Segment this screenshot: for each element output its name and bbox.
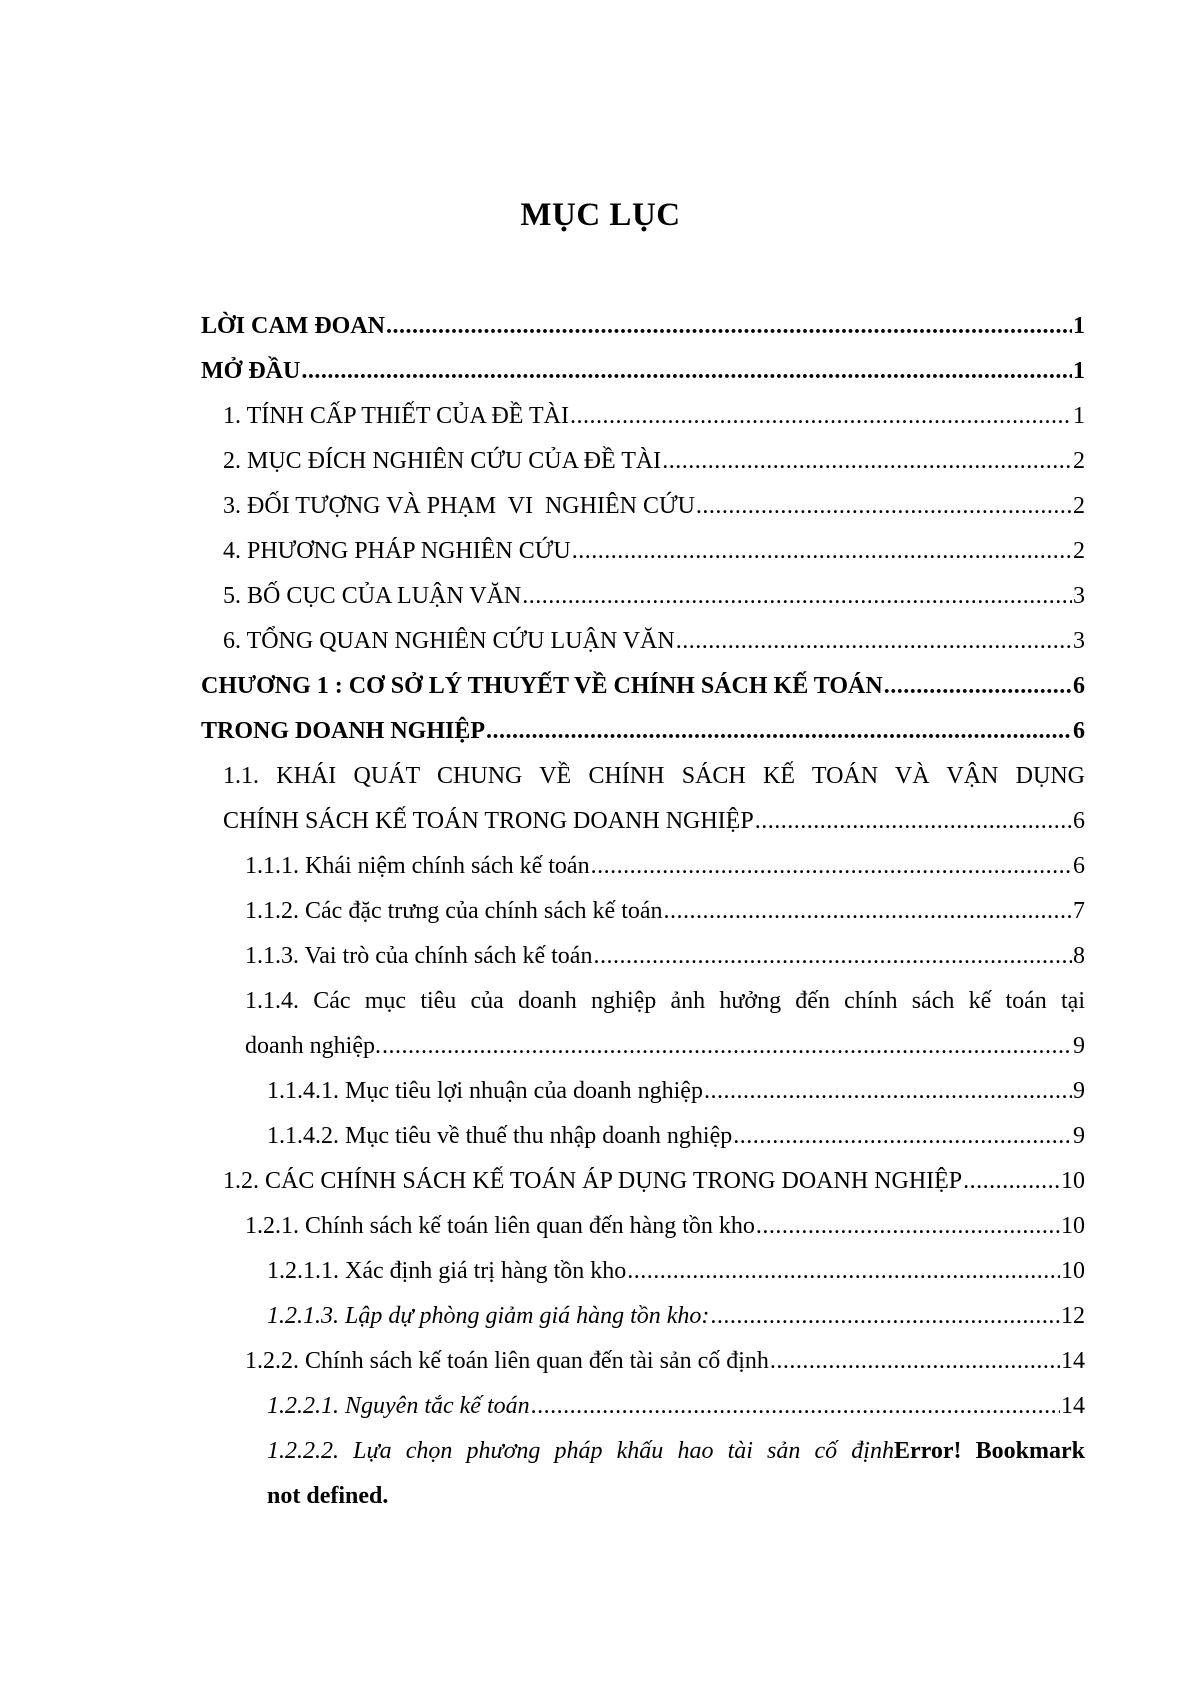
toc-entry-label: 1.2.1.1. Xác định giá trị hàng tồn kho	[267, 1258, 627, 1284]
toc-entry-page: 1	[1073, 358, 1085, 384]
toc-entry-label: 1.2.2.2. Lựa chọn phương pháp khấu hao tài sản cố định	[267, 1438, 894, 1464]
toc-entry-s4[interactable]	[201, 529, 1085, 574]
toc-entry-page: 12	[1061, 1303, 1085, 1329]
toc-entry-page: 2	[1073, 538, 1085, 564]
dot-leader	[664, 889, 1072, 934]
toc-entry-page: 10	[1061, 1258, 1085, 1284]
bookmark-error-text: Error!	[893, 1438, 962, 1464]
toc-entry-s1-2-2[interactable]	[201, 1339, 1085, 1384]
toc-entry-label: doanh nghiệp.	[245, 1033, 381, 1059]
toc-entry-label: 1.1.4.2. Mục tiêu về thuế thu nhập doanh nghiệp	[267, 1123, 733, 1149]
toc-entry-page: 8	[1073, 943, 1085, 969]
toc-entry-s6[interactable]	[201, 619, 1085, 664]
dot-leader	[486, 709, 1072, 754]
toc-entry-s1-2-2-1[interactable]	[201, 1384, 1085, 1429]
dot-leader	[591, 844, 1072, 889]
toc-entry-chapter-1-cont[interactable]	[201, 709, 1085, 754]
toc-entry-s1-1[interactable]	[201, 799, 1085, 844]
toc-entry-page: 3	[1073, 628, 1085, 654]
dot-leader	[382, 1024, 1072, 1069]
toc-entry-page: 2	[1073, 448, 1085, 474]
bookmark-error-text-2: Bookmark	[975, 1438, 1086, 1464]
dot-leader	[733, 1114, 1072, 1159]
toc-entry-s1-1-1[interactable]	[201, 844, 1085, 889]
toc-entry-s2[interactable]	[201, 439, 1085, 484]
toc-entry-page: 9	[1073, 1078, 1085, 1104]
toc-entry-label: 1.2.2.1. Nguyên tắc kế toán	[267, 1393, 530, 1419]
dot-leader	[570, 394, 1072, 439]
toc-entry-page: 10	[1061, 1168, 1085, 1194]
page-title: MỤC LỤC	[520, 197, 681, 233]
toc-entry-label: 1.2.2. Chính sách kế toán liên quan đến tài sản cố định	[245, 1348, 769, 1374]
dot-leader	[662, 439, 1072, 484]
toc-entry-s1-1-4-1[interactable]	[201, 1069, 1085, 1114]
toc-entry-label: 3. ĐỐI TƯỢNG VÀ PHẠM VI NGHIÊN CỨU	[223, 493, 695, 519]
toc-entry-label: 1.1.3. Vai trò của chính sách kế toán	[245, 943, 593, 969]
toc-entry-page: 14	[1061, 1393, 1085, 1419]
dot-leader	[710, 1294, 1060, 1339]
dot-leader	[755, 799, 1072, 844]
toc-entry-s1-1-2[interactable]	[201, 889, 1085, 934]
toc-entry-label: 1.2.1.3. Lập dự phòng giảm giá hàng tồn kho:	[267, 1303, 710, 1329]
dot-leader	[884, 664, 1072, 709]
dot-leader	[770, 1339, 1060, 1384]
toc-entry-page: 9	[1073, 1123, 1085, 1149]
dot-leader	[704, 1069, 1072, 1114]
table-of-contents	[201, 304, 1085, 1519]
toc-entry-s1-2[interactable]	[201, 1159, 1085, 1204]
dot-leader	[627, 1249, 1060, 1294]
toc-entry-label: 1.2.1. Chính sách kế toán liên quan đến hàng tồn kho	[245, 1213, 755, 1239]
toc-entry-label: LỜI CAM ĐOAN	[201, 313, 385, 339]
dot-leader	[676, 619, 1072, 664]
toc-entry-label: 1.1.2. Các đặc trưng của chính sách kế toán	[245, 898, 663, 924]
toc-entry-loi-cam-doan[interactable]	[201, 304, 1085, 349]
dot-leader	[593, 934, 1072, 979]
dot-leader	[531, 1384, 1060, 1429]
toc-entry-s1-1-3[interactable]	[201, 934, 1085, 979]
toc-entry-s1-1-4-line1[interactable]: 1.1.4. Các mục tiêu của doanh nghiệp ảnh hưởng đến chính sách kế toán tại	[245, 988, 1085, 1014]
toc-entry-s5[interactable]	[201, 574, 1085, 619]
toc-entry-chapter-1[interactable]	[201, 664, 1085, 709]
toc-entry-s1-2-1-3[interactable]	[201, 1294, 1085, 1339]
toc-entry-label: CHƯƠNG 1 : CƠ SỞ LÝ THUYẾT VỀ CHÍNH SÁCH KẾ TOÁN	[201, 673, 883, 699]
toc-entry-page: 6	[1073, 673, 1085, 699]
toc-entry-label: 1.1.4.1. Mục tiêu lợi nhuận của doanh nghiệp	[267, 1078, 703, 1104]
toc-entry-page: 6	[1073, 808, 1085, 834]
dot-leader	[522, 574, 1072, 619]
dot-leader	[756, 1204, 1060, 1249]
dot-leader	[572, 529, 1072, 574]
toc-entry-s1-2-1[interactable]	[201, 1204, 1085, 1249]
toc-entry-label: CHÍNH SÁCH KẾ TOÁN TRONG DOANH NGHIỆP	[223, 808, 754, 834]
toc-entry-s1-2-2-2[interactable]	[201, 1429, 1085, 1474]
dot-leader	[696, 484, 1072, 529]
toc-entry-page: 6	[1073, 718, 1085, 744]
toc-entry-label: 5. BỐ CỤC CỦA LUẬN VĂN	[223, 583, 522, 609]
toc-entry-page: 14	[1061, 1348, 1085, 1374]
toc-entry-page: 6	[1073, 853, 1085, 879]
toc-entry-page: 1	[1073, 313, 1085, 339]
toc-entry-page: 9	[1073, 1033, 1085, 1059]
dot-leader	[301, 349, 1072, 394]
toc-entry-page: 3	[1073, 583, 1085, 609]
toc-entry-page: 1	[1073, 403, 1085, 429]
toc-entry-s1-2-1-1[interactable]	[201, 1249, 1085, 1294]
toc-entry-mo-dau[interactable]	[201, 349, 1085, 394]
toc-entry-s3[interactable]	[201, 484, 1085, 529]
dot-leader	[386, 304, 1072, 349]
toc-entry-label: 1. TÍNH CẤP THIẾT CỦA ĐỀ TÀI	[223, 403, 570, 429]
toc-entry-label: TRONG DOANH NGHIỆP	[201, 718, 486, 744]
toc-entry-s1-1-4-2[interactable]	[201, 1114, 1085, 1159]
toc-entry-page: 2	[1073, 493, 1085, 519]
toc-entry-label: 6. TỔNG QUAN NGHIÊN CỨU LUẬN VĂN	[223, 628, 675, 654]
dot-leader	[963, 1159, 1060, 1204]
toc-entry-label: MỞ ĐẦU	[201, 358, 301, 384]
toc-entry-page: 7	[1073, 898, 1085, 924]
toc-entry-s1-1-4[interactable]	[201, 1024, 1085, 1069]
bookmark-error-continuation: not defined.	[267, 1483, 389, 1509]
toc-entry-page: 10	[1061, 1213, 1085, 1239]
toc-entry-label: 1.1.1. Khái niệm chính sách kế toán	[245, 853, 590, 879]
toc-entry-label: 2. MỤC ĐÍCH NGHIÊN CỨU CỦA ĐỀ TÀI	[223, 448, 662, 474]
toc-entry-label: 4. PHƯƠNG PHÁP NGHIÊN CỨU	[223, 538, 571, 564]
toc-entry-label: 1.2. CÁC CHÍNH SÁCH KẾ TOÁN ÁP DỤNG TRONG DOANH NGHIỆP	[223, 1168, 963, 1194]
toc-entry-s1-1-line1[interactable]: 1.1. KHÁI QUÁT CHUNG VỀ CHÍNH SÁCH KẾ TOÁN VÀ VẬN DỤNG	[223, 763, 1085, 789]
toc-entry-s1[interactable]	[201, 394, 1085, 439]
